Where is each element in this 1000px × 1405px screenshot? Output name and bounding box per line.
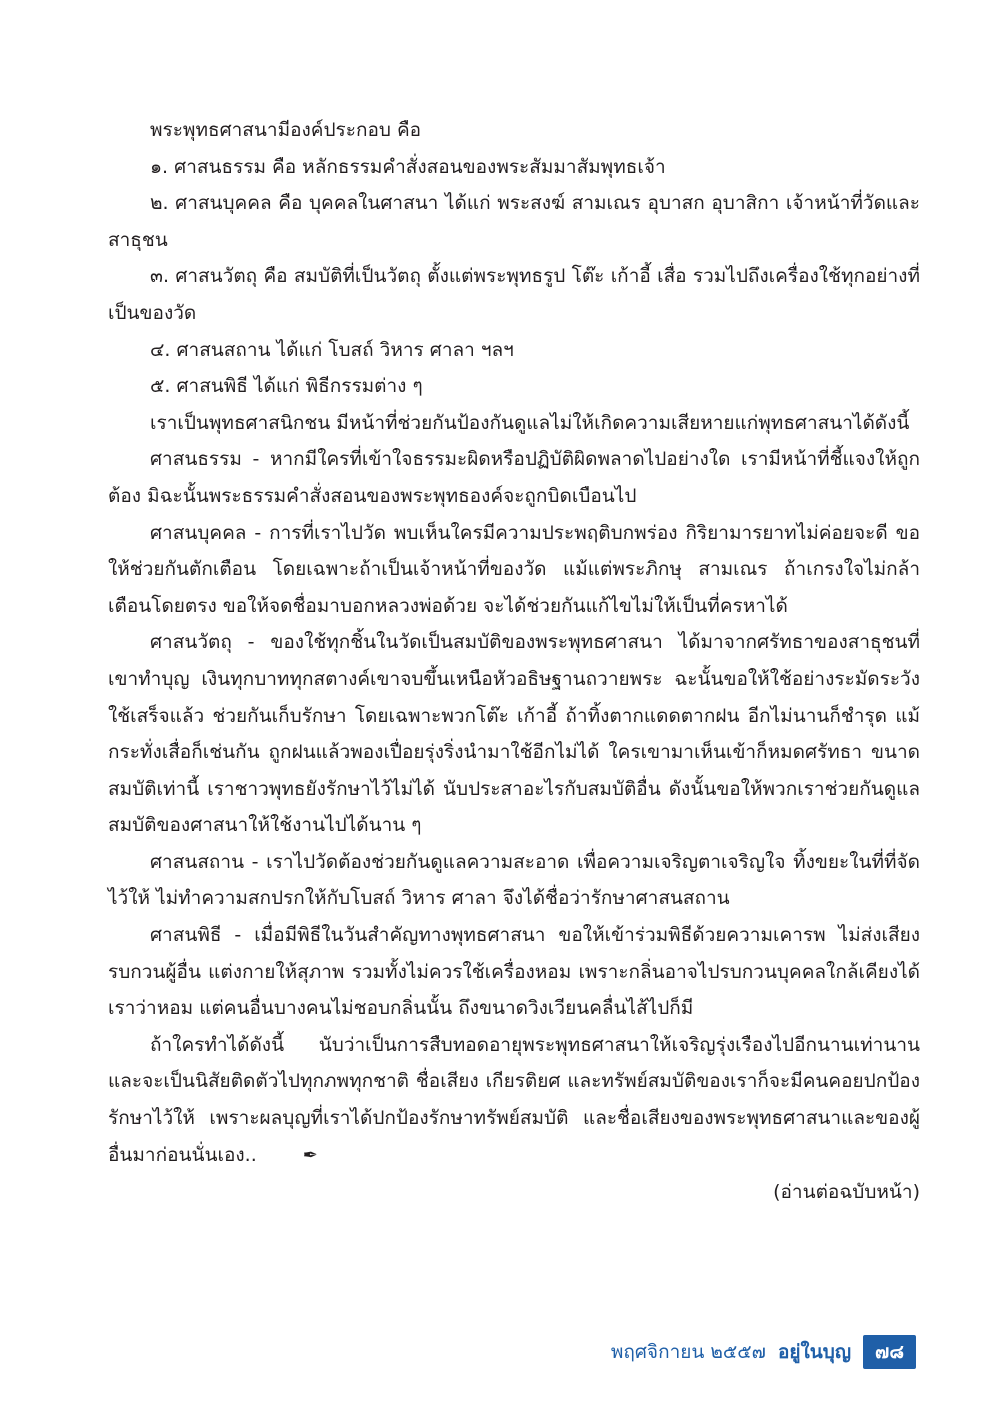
list-item-5: ๕. ศาสนพิธี ได้แก่ พิธีกรรมต่าง ๆ [150,375,423,398]
paragraph-duty-intro: เราเป็นพุทธศาสนิกชน มีหน้าที่ช่วยกันป้องกันดูแลไม่ให้เกิดความเสียหายแก่พุทธศาสนาได้ดังนี้ [150,411,910,434]
list-item-3: ๓. ศาสนวัตถุ คือ สมบัติที่เป็นวัตถุ ตั้งแต่พระพุทธรูป โต๊ะ เก้าอี้ เสื่อ รวมไปถึงเครื่องใช้ทุกอย่างที่เป็นของวัด [108,265,920,324]
article-body [108,112,920,1211]
quill-ornament-icon: ✒ [302,1144,318,1166]
page-footer [611,1335,916,1369]
paragraph-ceremony: ศาสนพิธี - เมื่อมีพิธีในวันสำคัญทางพุทธศาสนา ขอให้เข้าร่วมพิธีด้วยความเคารพ ไม่ส่งเสียงรบกวนผู้อื่น แต่งกายให้สุภาพ รวมทั้งไม่ควรใช้เครื่องหอม เพราะกลิ่นอาจไปรบกวนบุคคลใกล้เคียงได้ เราว่าหอม แต่คนอื่นบางคนไม่ชอบกลิ่นนั้น ถึงขนาดวิงเวียนคลื่นไส้ไปก็มี [108,924,920,1020]
paragraph-object: ศาสนวัตถุ - ของใช้ทุกชิ้นในวัดเป็นสมบัติของพระพุทธศาสนา ได้มาจากศรัทธาของสาธุชนที่เขาทำบุญ เงินทุกบาททุกสตางค์เขาจบขึ้นเหนือหัวอธิษฐานถวายพระ ฉะนั้นขอให้ใช้อย่างระมัดระวัง ใช้เสร็จแล้ว ช่วยกันเก็บรักษา โดยเฉพาะพวกโต๊ะ เก้าอี้ ถ้าทิ้งตากแดดตากฝน อีกไม่นานก็ชำรุด แม้กระทั่งเสื่อก็เช่นกัน ถูกฝนแล้วพองเปื่อยรุ่งริ่งนำมาใช้อีกไม่ได้ ใครเขามาเห็นเข้าก็หมดศรัทธา ขนาดสมบัติเท่านี้ เราชาวพุทธยังรักษาไว้ไม่ได้ นับประสาอะไรกับสมบัติอื่น ดังนั้นขอให้พวกเราช่วยกันดูแลสมบัติของศาสนาให้ใช้งานไปได้นาน ๆ [108,631,920,837]
list-item-1: ๑. ศาสนธรรม คือ หลักธรรมคำสั่งสอนของพระสัมมาสัมพุทธเจ้า [150,155,666,178]
list-item-2: ๒. ศาสนบุคคล คือ บุคคลในศาสนา ได้แก่ พระสงฆ์ สามเณร อุบาสก อุบาสิกา เจ้าหน้าที่วัดและสาธุชน [108,192,920,251]
paragraph-dhamma: ศาสนธรรม - หากมีใครที่เข้าใจธรรมะผิดหรือปฏิบัติผิดพลาดไปอย่างใด เรามีหน้าที่ชี้แจงให้ถูกต้อง มิฉะนั้นพระธรรมคำสั่งสอนของพระพุทธองค์จะถูกบิดเบือนไป [108,448,920,507]
conclusion-text: ถ้าใครทำได้ดังนี้ นับว่าเป็นการสืบทอดอายุพระพุทธศาสนาให้เจริญรุ่งเรืองไปอีกนานเท่านานและจะเป็นนิสัยติดตัวไปทุกภพทุกชาติ ชื่อเสียง เกียรติยศ และทรัพย์สมบัติของเราก็จะมีคนคอยปกป้องรักษาไว้ให้ เพราะผลบุญที่เราได้ปกป้องรักษาทรัพย์สมบัติ และชื่อเสียงของพระพุทธศาสนาและของผู้อื่นมาก่อนนั่นเอง.. [108,1033,920,1166]
page-number-badge: ๗๘ [863,1335,916,1369]
list-item-4: ๔. ศาสนสถาน ได้แก่ โบสถ์ วิหาร ศาลา ฯลฯ [150,338,514,361]
paragraph-conclusion [108,1027,920,1174]
footer-issue-date: พฤศจิกายน ๒๕๕๗ [610,1341,766,1363]
footer-magazine-name: อยู่ในบุญ [777,1341,852,1363]
continued-note: (อ่านต่อฉบับหน้า) [773,1181,920,1204]
paragraph-person: ศาสนบุคคล - การที่เราไปวัด พบเห็นใครมีความประพฤติบกพร่อง กิริยามารยาทไม่ค่อยจะดี ขอให้ช่วยกันตักเตือน โดยเฉพาะถ้าเป็นเจ้าหน้าที่ของวัด แม้แต่พระภิกษุ สามเณร ถ้าเกรงใจไม่กล้าเตือนโดยตรง ขอให้จดชื่อมาบอกหลวงพ่อด้วย จะได้ช่วยกันแก้ไขไม่ให้เป็นที่ครหาได้ [108,521,920,617]
paragraph-intro: พระพุทธศาสนามีองค์ประกอบ คือ [150,119,422,141]
paragraph-place: ศาสนสถาน - เราไปวัดต้องช่วยกันดูแลความสะอาด เพื่อความเจริญตาเจริญใจ ทิ้งขยะในที่ที่จัดไว้ให้ ไม่ทำความสกปรกให้กับโบสถ์ วิหาร ศาลา จึงได้ชื่อว่ารักษาศาสนสถาน [108,850,920,910]
